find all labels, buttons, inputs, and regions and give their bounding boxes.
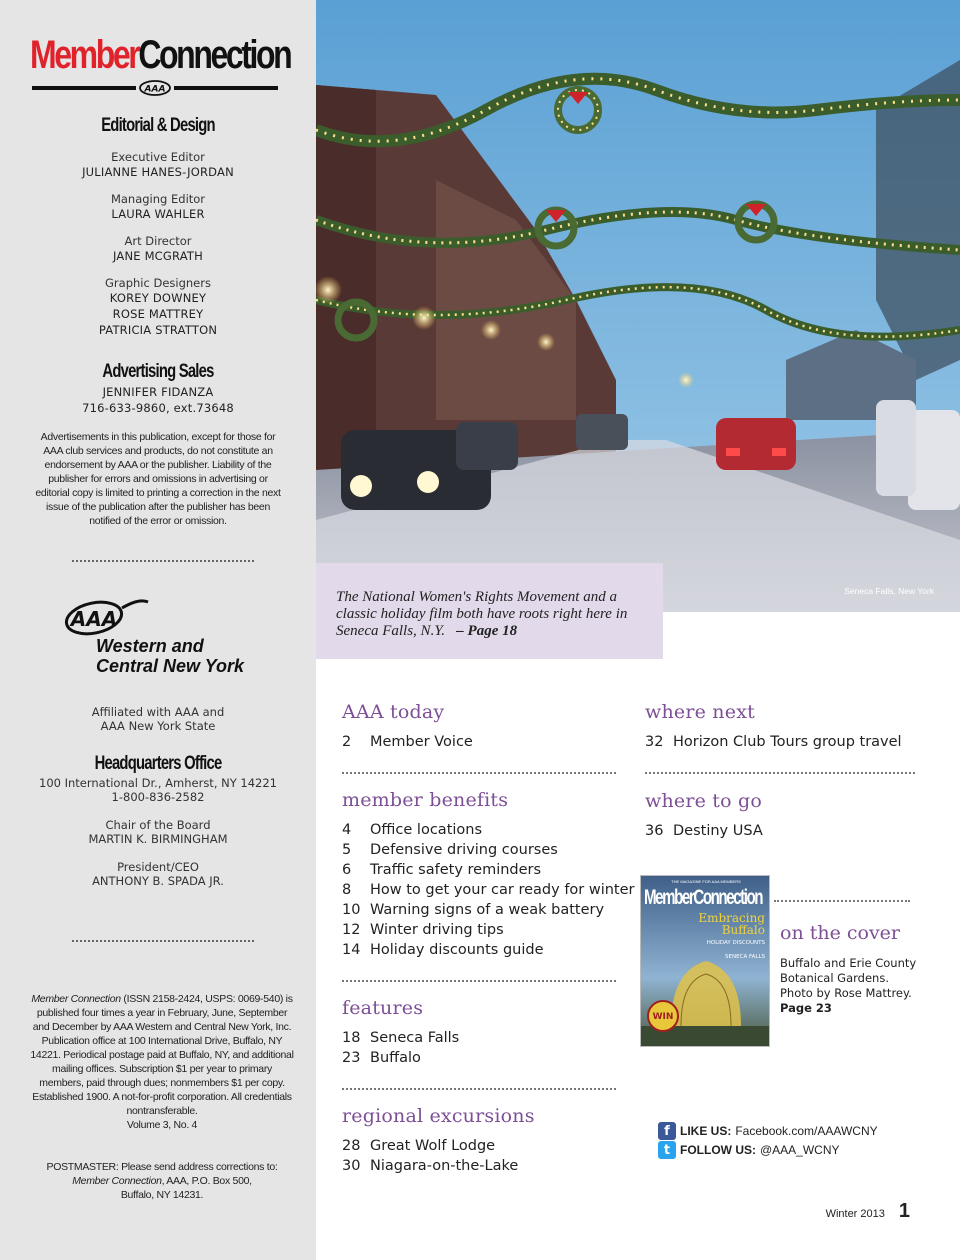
toc-item[interactable]: 2 Member Voice [342,734,473,750]
conservatory-illustration-icon [641,876,770,1047]
headquarters-phone: 1-800-836-2582 [111,790,205,804]
page-number: 1 [898,1200,910,1222]
cover-photo-seneca-falls [316,0,960,612]
staff-name: JULIANNE HANES-JORDAN [82,165,234,179]
toc-item[interactable]: 14 Holiday discounts guide [342,942,544,958]
toc-item[interactable]: 28 Great Wolf Lodge [342,1138,496,1154]
toc-item[interactable]: 10 Warning signs of a weak battery [342,902,605,918]
twitter-handle: @AAA_WCNY [759,1143,840,1157]
cover-heading: on the cover [780,922,901,944]
toc-heading: member benefits [342,789,509,811]
toc-aaa-today [342,700,473,752]
advertising-phone: 716-633-9860, ext.73648 [82,401,234,415]
editorial-staff [0,114,316,338]
postmaster-notice: POSTMASTER: Please send address corrections to: Member Connection, AAA, P.O. Box 500, Buffalo, NY 14231. [46,1161,278,1201]
issue-date: Winter 2013 [825,1208,885,1220]
masthead-part2: Connection [138,33,291,77]
advertising-section [0,360,316,528]
twitter-bird-icon: t [658,1141,676,1159]
staff-name: ROSE MATTREY [112,307,204,321]
toc-where-next [645,700,902,752]
club-name: Western and Central New York [96,636,245,676]
headquarters-section [0,752,316,888]
masthead-rule [174,86,278,90]
postal-statement: Member Connection (ISSN 2158-2424, USPS: 0069-540) is published four times a year in February, June, September and December by AAA Western and Central New York, Inc. Publication office at 100 International Drive, Buffalo, NY 14221. Periodical postage paid at Buffalo, NY, and additional mailing offices. Subscription $1 per year to primary members, paid through dues; nonmembers $1 per copy. Established 1900. A not-for-profit corporation. All credentials nontransferable. Volume 3, No. 4 [30,993,294,1131]
cover-tagline: THE MAGAZINE FOR AAA MEMBERS [671,879,741,884]
toc-heading: features [342,997,424,1019]
masthead-part1: Member [30,33,139,77]
toc-heading: where next [645,701,755,723]
president-role: President/CEO [117,860,199,874]
affiliation: Affiliated with AAA and AAA New York State [91,705,225,733]
divider [342,980,616,982]
staff-entry [0,192,316,222]
ad-disclaimer: Advertisements in this publication, except for those for AAA club services and products, do not constitute an endorsement by AAA or the publisher. Liability of the publisher for errors and omissions in advertising or editorial copy is limited to printing a correction in the next issue of the publication after the publisher has been notified of the error or omission. [35,431,281,527]
cover-subhead: HOLIDAY DISCOUNTS [706,940,765,946]
street-photo-image [316,0,960,612]
staff-name: JANE MCGRATH [112,249,203,263]
editorial-heading: Editorial & Design [101,115,215,136]
staff-name: KOREY DOWNEY [109,291,207,305]
toc-features [342,996,459,1068]
toc-item[interactable]: 23 Buffalo [342,1050,421,1066]
masthead-logo [30,30,291,98]
toc-heading: where to go [645,790,763,812]
toc-item[interactable]: 36 Destiny USA [645,823,763,839]
toc-heading: AAA today [342,701,445,723]
staff-role: Executive Editor [111,150,205,164]
divider [342,772,616,774]
divider [72,560,254,562]
cover-masthead: MemberConnection [644,886,763,909]
feature-text: The National Women's Rights Movement and a classic holiday film both have roots right here in Seneca Falls, N.Y. [336,589,628,639]
cover-description: Buffalo and Erie County Botanical Gardens. Photo by Rose Mattrey. Page 23 [780,956,917,1015]
toc-member-benefits [342,788,635,960]
advertising-name: JENNIFER FIDANZA [102,385,214,399]
toc-item[interactable]: 12 Winter driving tips [342,922,504,938]
facebook-link[interactable]: f LIKE US: Facebook.com/AAAWCNY [658,1122,878,1140]
cover-thumbnail[interactable] [640,875,770,1047]
svg-text:AAA: AAA [144,84,166,95]
masthead-rule [32,86,136,90]
feature-callout[interactable] [316,563,663,659]
staff-entry [0,276,316,338]
facebook-handle: Facebook.com/AAAWCNY [735,1124,878,1138]
feature-page-ref: – Page 18 [456,623,518,639]
toc-item[interactable]: 18 Seneca Falls [342,1030,460,1046]
staff-name: LAURA WAHLER [111,207,205,221]
staff-entry [0,234,316,264]
staff-role: Art Director [124,234,192,248]
svg-text:WIN: WIN [652,1012,674,1022]
toc-where-to-go [645,789,763,841]
toc-item[interactable]: 30 Niagara-on-the-Lake [342,1158,519,1174]
toc-item[interactable]: 6 Traffic safety reminders [342,862,542,878]
cover-headline: Embracing Buffalo [698,911,765,937]
divider [72,940,254,942]
cover-page-ref: Page 23 [780,1001,832,1015]
staff-name: PATRICIA STRATTON [98,323,218,337]
divider [342,1088,616,1090]
advertising-heading: Advertising Sales [102,361,214,382]
aaa-logo-icon [138,78,172,98]
divider [774,900,910,902]
staff-sidebar [0,0,316,1260]
toc-heading: regional excursions [342,1105,535,1127]
divider [645,772,915,774]
toc-regional-excursions [342,1104,535,1176]
facebook-icon: f [658,1122,676,1140]
photo-credit: Seneca Falls, New York [844,586,934,596]
chair-role: Chair of the Board [105,818,211,832]
svg-text:AAA: AAA [70,607,118,631]
twitter-link[interactable]: t FOLLOW US: @AAA_WCNY [658,1141,840,1159]
toc-item[interactable]: 32 Horizon Club Tours group travel [645,734,902,750]
headquarters-heading: Headquarters Office [94,753,222,774]
chair-name: MARTIN K. BIRMINGHAM [88,832,228,846]
toc-item[interactable]: 5 Defensive driving courses [342,842,558,858]
staff-role: Managing Editor [110,192,206,206]
toc-item[interactable]: 8 How to get your car ready for winter [342,882,635,898]
volume-number: Volume 3, No. 4 [126,1119,198,1131]
headquarters-address: 100 International Dr., Amherst, NY 14221 [39,776,277,790]
page-footer [826,1200,910,1223]
president-name: ANTHONY B. SPADA JR. [92,874,224,888]
staff-role: Graphic Designers [105,276,211,290]
staff-entry [0,150,316,180]
toc-item[interactable]: 4 Office locations [342,822,483,838]
cover-subhead: SENECA FALLS [725,954,765,960]
